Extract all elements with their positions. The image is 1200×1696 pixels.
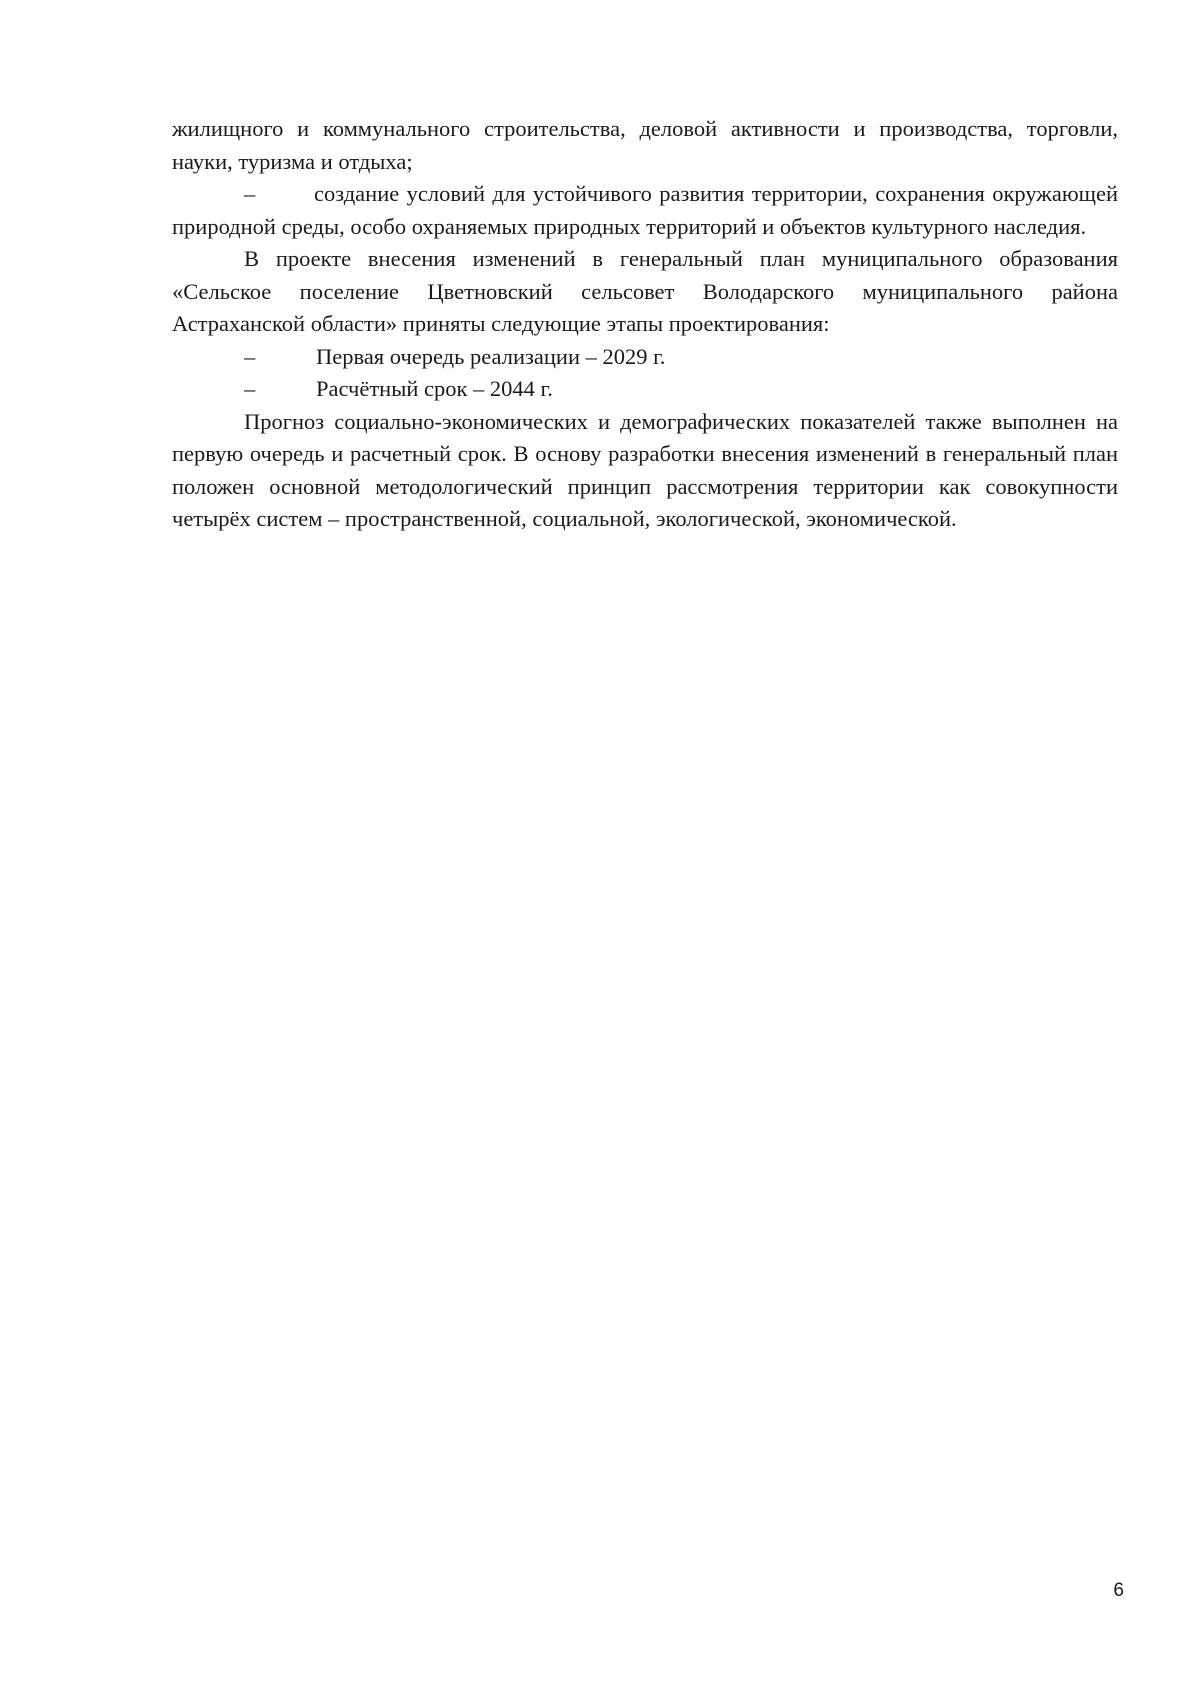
- list-item-text: создание условий для устойчивого развития территории, сохранения окружающей природной среды, особо охраняемых природных территорий и объектов культурного наследия.: [172, 181, 1118, 239]
- paragraph-continuation: жилищного и коммунального строительства, деловой активности и производства, торговли, науки, туризма и отдыха;: [172, 116, 1118, 174]
- stage-text: Расчётный срок – 2044 г.: [316, 376, 553, 401]
- list-dash: –: [244, 376, 256, 401]
- list-dash: –: [244, 181, 256, 206]
- list-dash: –: [244, 343, 256, 369]
- stage-item-first: [172, 341, 1118, 374]
- page-number: 6: [1113, 1580, 1124, 1601]
- list-item-conditions: [172, 178, 1118, 243]
- paragraph-stages-intro: В проекте внесения изменений в генеральный план муниципального образования «Сельское поселение Цветновский сельсовет Володарского муниципального района Астраханской области» приняты следующие этапы проектирования:: [172, 246, 1118, 336]
- stage-text: Первая очередь реализации – 2029 г.: [316, 343, 666, 369]
- stage-item-estimated: [172, 373, 1118, 406]
- paragraph-forecast: Прогноз социально-экономических и демографических показателей также выполнен на первую очередь и расчетный срок. В основу разработки внесения изменений в генеральный план положен основной методологический принцип рассмотрения территории как совокупности четырёх систем – пространственной, социальной, экологической, экономической.: [172, 408, 1118, 531]
- page-content: [172, 113, 1118, 536]
